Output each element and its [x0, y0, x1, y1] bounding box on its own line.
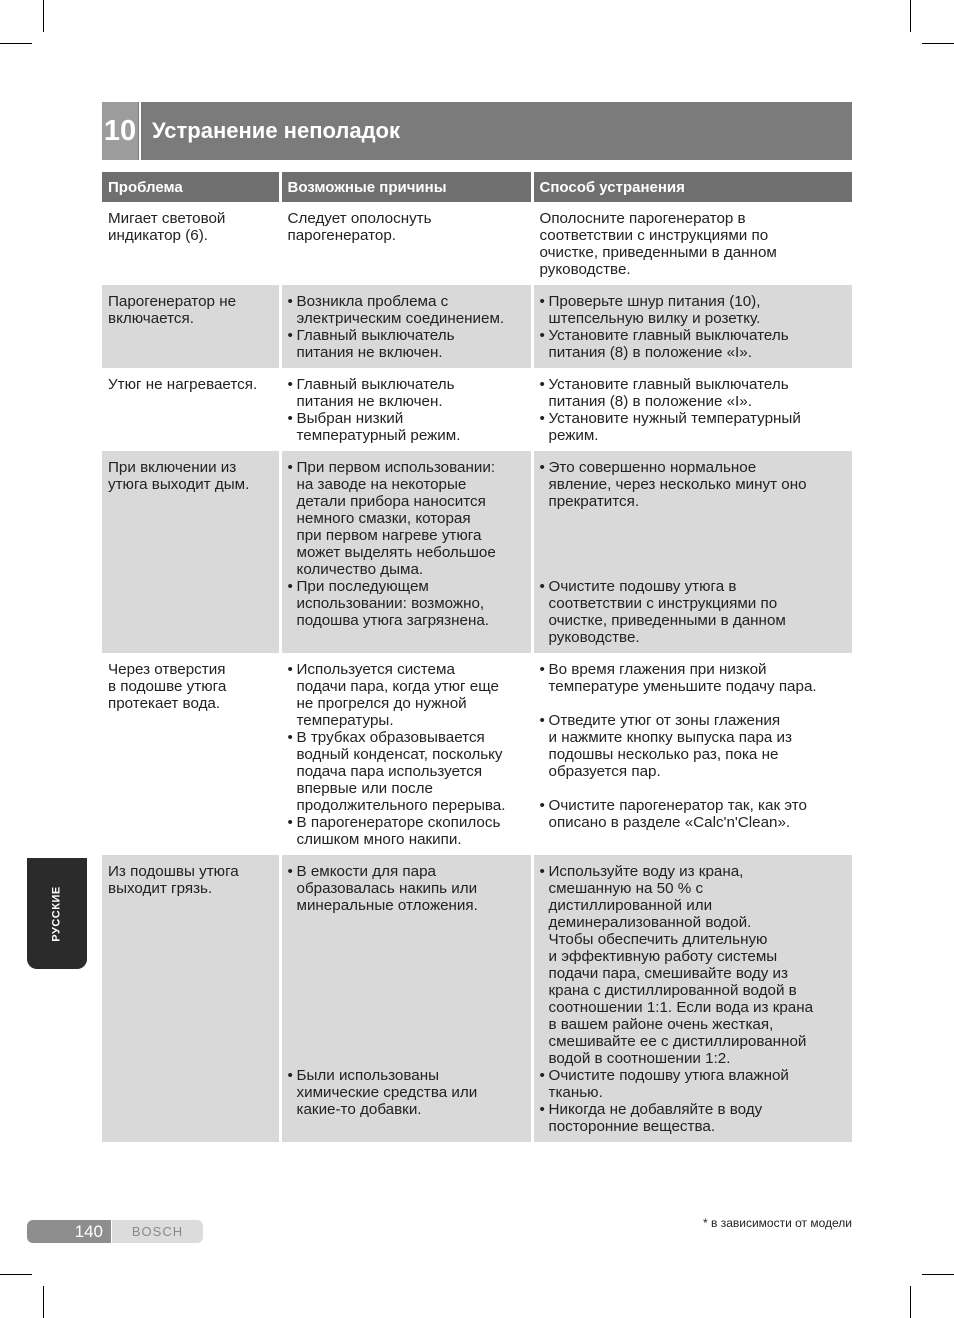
- causes-cell: [280, 451, 532, 653]
- text-line: подошвы несколько раз, пока не: [548, 746, 779, 763]
- text-line: • Главный выключатель: [296, 376, 455, 393]
- text-line: слишком много накипи.: [296, 831, 462, 848]
- text-line: на заводе на некоторые: [296, 476, 467, 493]
- text-line: • Возникла проблема с: [296, 293, 449, 310]
- causes-cell: [280, 285, 532, 368]
- text-line: при первом нагреве утюга: [296, 527, 482, 544]
- text-line: Ополосните парогенератор в: [539, 210, 746, 227]
- text-line: протекает вода.: [108, 695, 221, 712]
- table-row: [102, 451, 852, 653]
- text-line: немного смазки, которая: [296, 510, 471, 527]
- crop-mark: [43, 1286, 44, 1318]
- footnote: * в зависимости от модели: [702, 1216, 852, 1230]
- text-line: продолжительного перерыва.: [296, 797, 506, 814]
- text-line: температурный режим.: [296, 427, 461, 444]
- bullet-item: [288, 729, 525, 814]
- bullet-item: [540, 1067, 847, 1101]
- text-line: Парогенератор не: [108, 293, 237, 310]
- text-line: Мигает световой: [108, 210, 226, 227]
- table-header-row: [102, 172, 852, 202]
- causes-cell: [280, 202, 532, 285]
- text-line: образуется пар.: [548, 763, 661, 780]
- text-line: водный конденсат, поскольку: [296, 746, 503, 763]
- text-line: • Во время глажения при низкой: [548, 661, 767, 678]
- remedies-cell: [532, 653, 852, 855]
- bullet-item: [540, 410, 847, 444]
- text-line: явление, через несколько минут оно: [548, 476, 807, 493]
- bullet-item: [540, 1101, 847, 1135]
- bullet-item: [540, 293, 847, 327]
- bullet-item: [288, 1067, 525, 1118]
- text-line: подачи пара, когда утюг еще: [296, 678, 499, 695]
- remedies-cell: [532, 285, 852, 368]
- text-line: питания не включен.: [296, 393, 443, 410]
- bullet-item: [540, 376, 847, 410]
- text-line: образовалась накипь или: [296, 880, 478, 897]
- text-line: может выделять небольшое: [296, 544, 496, 561]
- crop-mark: [910, 0, 911, 32]
- table-row: [102, 653, 852, 855]
- text-line: • Проверьте шнур питания (10),: [548, 293, 761, 310]
- bullet-item: [288, 661, 525, 729]
- text-line: тканью.: [548, 1084, 603, 1101]
- causes-cell: [280, 368, 532, 451]
- bullet-item: [288, 814, 525, 848]
- bullet-item: [540, 578, 847, 646]
- problem-cell: [102, 202, 280, 285]
- text-line: руководстве.: [548, 629, 640, 646]
- table-row: [102, 285, 852, 368]
- text-line: электрическим соединением.: [296, 310, 505, 327]
- crop-mark: [922, 43, 954, 44]
- text-line: • Используйте воду из крана,: [548, 863, 744, 880]
- chapter-title: Устранение неполадок: [152, 118, 400, 143]
- text-line: очистке, приведенными в данном: [548, 612, 786, 629]
- text-line: • Отведите утюг от зоны глажения: [548, 712, 781, 729]
- text-line: очистке, приведенными в данном: [539, 244, 777, 261]
- text-line: • В трубках образовывается: [296, 729, 485, 746]
- text-line: прекратится.: [548, 493, 640, 510]
- text-line: в вашем районе очень жесткая,: [548, 1016, 774, 1033]
- text-line: выходит грязь.: [108, 880, 213, 897]
- bullet-item: [540, 327, 847, 361]
- brand-label: BOSCH: [112, 1220, 203, 1243]
- text-line: дистиллированной или: [548, 897, 713, 914]
- causes-cell: [280, 653, 532, 855]
- problem-cell: [102, 451, 280, 653]
- text-line: крана с дистиллированной водой в: [548, 982, 797, 999]
- chapter-header: [102, 102, 852, 160]
- text-line: • В емкости для пара: [296, 863, 436, 880]
- language-tab-label-wrap: [27, 858, 87, 969]
- text-line: • Очистите парогенератор так, как это: [548, 797, 807, 814]
- text-line: и нажмите кнопку выпуска пара из: [548, 729, 793, 746]
- bullet-item: [288, 376, 525, 410]
- text-line: • Очистите подошву утюга в: [548, 578, 737, 595]
- bullet-item: [288, 459, 525, 578]
- remedies-cell: [532, 451, 852, 653]
- text-line: парогенератор.: [287, 227, 397, 244]
- text-line: смешивайте ее с дистиллированной: [548, 1033, 807, 1050]
- text-line: соответствии с инструкциями по: [548, 595, 778, 612]
- problem-cell: [102, 368, 280, 451]
- header-remedies: Способ устранения: [532, 172, 852, 202]
- remedies-cell: [532, 855, 852, 1142]
- text-line: минеральные отложения.: [296, 897, 478, 914]
- problem-cell: [102, 653, 280, 855]
- text-line: детали прибора наносится: [296, 493, 486, 510]
- text-line: индикатор (6).: [108, 227, 208, 244]
- text-line: впервые или после: [296, 780, 433, 797]
- text-line: включается.: [108, 310, 194, 327]
- text-line: • При последующем: [296, 578, 429, 595]
- bullet-item: [288, 863, 525, 914]
- language-tab-label: РУССКИЕ: [50, 885, 63, 942]
- text-line: Через отверстия: [108, 661, 226, 678]
- crop-mark: [0, 1274, 32, 1275]
- text-line: температуры.: [296, 712, 394, 729]
- text-line: в подошве утюга: [108, 678, 227, 695]
- text-line: соответствии с инструкциями по: [539, 227, 769, 244]
- text-line: • Выбран низкий: [296, 410, 404, 427]
- text-line: • Используется система: [296, 661, 455, 678]
- text-line: руководстве.: [539, 261, 631, 278]
- text-line: подошва утюга загрязнена.: [296, 612, 490, 629]
- table-row: [102, 855, 852, 1142]
- text-line: • При первом использовании:: [296, 459, 496, 476]
- crop-mark: [922, 1274, 954, 1275]
- text-line: деминерализованной водой.: [548, 914, 752, 931]
- remedies-cell: [532, 202, 852, 285]
- text-line: Из подошвы утюга: [108, 863, 239, 880]
- text-line: • Это совершенно нормальное: [548, 459, 757, 476]
- text-line: химические средства или: [296, 1084, 478, 1101]
- text-line: • Установите главный выключатель: [548, 376, 789, 393]
- text-line: и эффективную работу системы: [548, 948, 778, 965]
- text-line: • Очистите подошву утюга влажной: [548, 1067, 789, 1084]
- text-line: Утюг не нагревается.: [108, 376, 258, 393]
- text-line: какие-то добавки.: [296, 1101, 422, 1118]
- text-line: смешанную на 50 % с: [548, 880, 704, 897]
- text-line: • Установите главный выключатель: [548, 327, 789, 344]
- crop-mark: [0, 43, 32, 44]
- text-line: • Никогда не добавляйте в воду: [548, 1101, 763, 1118]
- chapter-number: 10: [102, 102, 138, 160]
- text-line: питания не включен.: [296, 344, 443, 361]
- bullet-item: [540, 712, 847, 780]
- text-line: • Установите нужный температурный: [548, 410, 801, 427]
- text-line: питания (8) в положение «I».: [548, 344, 752, 361]
- crop-mark: [910, 1286, 911, 1318]
- problem-cell: [102, 855, 280, 1142]
- header-problem: Проблема: [102, 172, 280, 202]
- bullet-item: [288, 327, 525, 361]
- text-line: утюга выходит дым.: [108, 476, 250, 493]
- header-causes: Возможные причины: [280, 172, 532, 202]
- bullet-item: [288, 578, 525, 629]
- bullet-item: [540, 863, 847, 1067]
- text-line: режим.: [548, 427, 599, 444]
- text-line: соотношении 1:1. Если вода из крана: [548, 999, 814, 1016]
- text-line: • Главный выключатель: [296, 327, 455, 344]
- text-line: • Были использованы: [296, 1067, 440, 1084]
- text-line: подача пара используется: [296, 763, 483, 780]
- page-number: 140: [27, 1220, 111, 1243]
- text-line: посторонние вещества.: [548, 1118, 716, 1135]
- bullet-item: [540, 661, 847, 695]
- causes-cell: [280, 855, 532, 1142]
- text-line: использовании: возможно,: [296, 595, 485, 612]
- text-line: описано в разделе «Calc'n'Clean».: [548, 814, 791, 831]
- table-row: [102, 202, 852, 285]
- bullet-item: [540, 459, 847, 510]
- text-line: При включении из: [108, 459, 237, 476]
- text-line: Чтобы обеспечить длительную: [548, 931, 768, 948]
- troubleshooting-table: [102, 172, 852, 1142]
- text-line: температуре уменьшите подачу пара.: [548, 678, 817, 695]
- text-line: • В парогенераторе скопилось: [296, 814, 501, 831]
- bullet-item: [540, 797, 847, 831]
- text-line: водой в соотношении 1:2.: [548, 1050, 731, 1067]
- text-line: не прогрелся до нужной: [296, 695, 467, 712]
- text-line: питания (8) в положение «I».: [548, 393, 752, 410]
- bullet-item: [288, 293, 525, 327]
- crop-mark: [43, 0, 44, 32]
- text-line: количество дыма.: [296, 561, 424, 578]
- remedies-cell: [532, 368, 852, 451]
- text-line: штепсельную вилку и розетку.: [548, 310, 761, 327]
- problem-cell: [102, 285, 280, 368]
- text-line: Следует ополоснуть: [287, 210, 432, 227]
- table-row: [102, 368, 852, 451]
- chapter-divider: [139, 102, 141, 160]
- bullet-item: [288, 410, 525, 444]
- text-line: подачи пара, смешивайте воду из: [548, 965, 788, 982]
